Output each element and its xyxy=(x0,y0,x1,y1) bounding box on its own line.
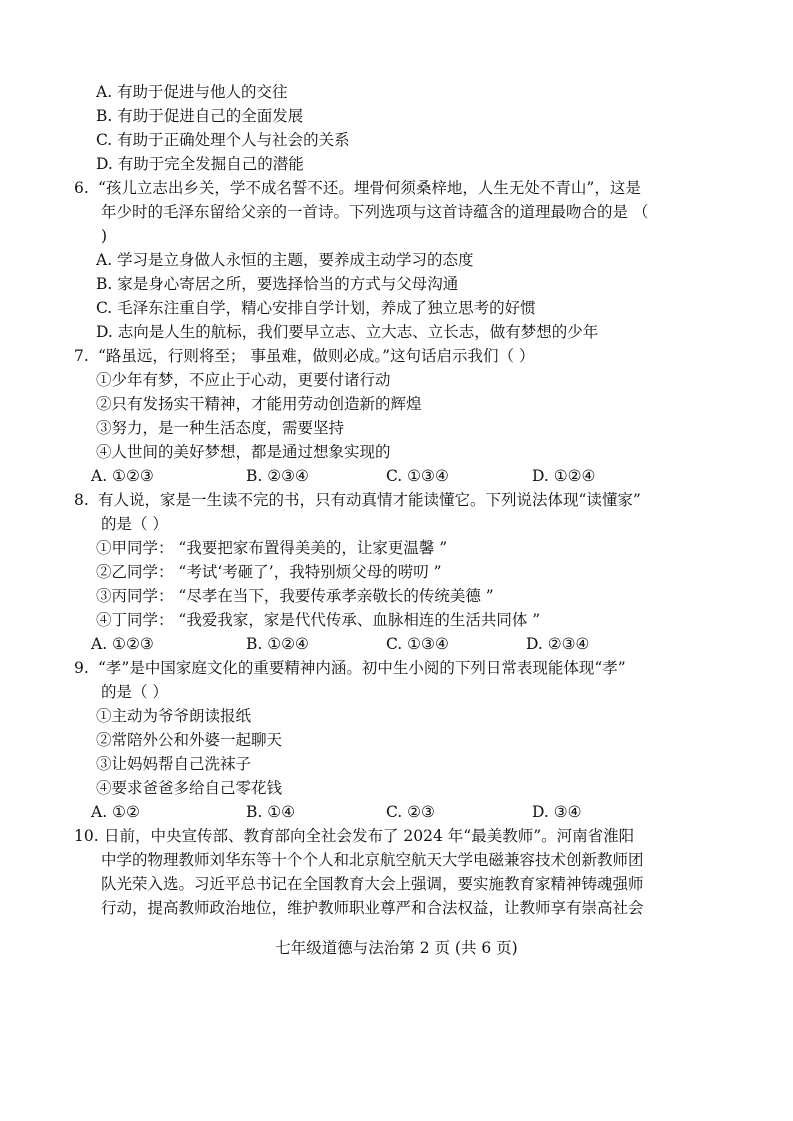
q6-stem-line-2: 年少时的毛泽东留给父亲的一首诗。下列选项与这首诗蕴含的道理最吻合的是 （ xyxy=(101,203,649,221)
q7-choice-d: D. ①②④ xyxy=(532,467,596,485)
q9-stem-line-2: 的是（ ） xyxy=(101,683,168,701)
q10-stem-line-3: 队光荣入选。习近平总书记在全国教育大会上强调，要实施教育家精神铸魂强师 xyxy=(101,875,644,893)
q10-stem-line-2: 中学的物理教师刘华东等十个个人和北京航空航天大学电磁兼容技术创新教师团 xyxy=(101,851,644,869)
q9-choice-b: B. ①④ xyxy=(246,803,296,821)
q10-stem-line-1: 日前，中央宣传部、教育部向全社会发布了 2024 年“最美教师”。河南省淮阳 xyxy=(104,827,635,845)
q6-number: 6. xyxy=(74,179,89,197)
q5-option-a: A. 有助于促进与他人的交往 xyxy=(96,83,288,101)
q7-choice-a: A. ①②③ xyxy=(91,467,154,485)
q7-statement-3: ③努力，是一种生活态度，需要坚持 xyxy=(96,419,345,437)
q9-statement-4: ④要求爸爸多给自己零花钱 xyxy=(96,779,283,797)
q7-statement-1: ①少年有梦，不应止于心动，更要付诸行动 xyxy=(96,371,391,389)
q8-choice-d: D. ②③④ xyxy=(526,635,590,653)
q6-option-a: A. 学习是立身做人永恒的主题，要养成主动学习的态度 xyxy=(96,251,474,269)
q9-choices xyxy=(0,800,793,824)
q6-stem-line-1: “孩儿立志出乡关，学不成名誓不还。埋骨何须桑梓地，人生无处不青山”，这是 xyxy=(98,179,641,197)
q9-number: 9. xyxy=(74,659,89,677)
q9-choice-a: A. ①② xyxy=(91,803,140,821)
q7-choice-c: C. ①③④ xyxy=(386,467,449,485)
q9-stem-line-1: “孝”是中国家庭文化的重要精神内涵。初中生小阅的下列日常表现能体现“孝” xyxy=(98,659,626,677)
q8-number: 8. xyxy=(74,491,89,509)
q7-stem: “路虽远，行则将至； 事虽难，做则必成。”这句话启示我们（ ） xyxy=(98,347,535,365)
q8-choice-b: B. ①②④ xyxy=(246,635,309,653)
q10-stem-line-4: 行动，提高教师政治地位，维护教师职业尊严和合法权益，让教师享有崇高社会 xyxy=(101,899,644,917)
q10-number: 10. xyxy=(74,827,99,845)
q8-statement-2: ②乙同学： “考试‘考砸了’，我特别烦父母的唠叨 ” xyxy=(96,563,442,581)
q6-stem-line-3: ) xyxy=(101,227,108,245)
page-footer: 七年级道德与法治第 2 页 (共 6 页) xyxy=(275,939,518,957)
q7-choice-b: B. ②③④ xyxy=(246,467,309,485)
q8-choices xyxy=(0,632,793,656)
q6-option-d: D. 志向是人生的航标，我们要早立志、立大志、立长志，做有梦想的少年 xyxy=(96,323,599,341)
q8-statement-4: ④丁同学： “我爱我家，家是代代传承、血脉相连的生活共同体 ” xyxy=(96,611,541,629)
q8-statement-1: ①甲同学： “我要把家布置得美美的，让家更温馨 ” xyxy=(96,539,448,557)
q5-option-c: C. 有助于正确处理个人与社会的关系 xyxy=(96,131,350,149)
q9-choice-d: D. ③④ xyxy=(532,803,582,821)
q6-option-b: B. 家是身心寄居之所，要选择恰当的方式与父母沟通 xyxy=(96,275,459,293)
q8-stem-line-2: 的是（ ） xyxy=(101,515,168,533)
q8-statement-3: ③丙同学： “尽孝在当下，我要传承孝亲敬长的传统美德 ” xyxy=(96,587,494,605)
q9-choice-c: C. ②③ xyxy=(386,803,435,821)
q5-option-d: D. 有助于完全发掘自己的潜能 xyxy=(96,155,304,173)
q9-statement-1: ①主动为爷爷朗读报纸 xyxy=(96,707,252,725)
q6-option-c: C. 毛泽东注重自学，精心安排自学计划，养成了独立思考的好惯 xyxy=(96,299,536,317)
q7-statement-4: ④人世间的美好梦想，都是通过想象实现的 xyxy=(96,443,391,461)
q9-statement-3: ③让妈妈帮自己洗袜子 xyxy=(96,755,252,773)
q8-stem-line-1: 有人说，家是一生读不完的书，只有动真情才能读懂它。下列说法体现“读懂家” xyxy=(98,491,641,509)
q9-statement-2: ②常陪外公和外婆一起聊天 xyxy=(96,731,283,749)
q8-choice-a: A. ①②③ xyxy=(91,635,154,653)
q7-number: 7. xyxy=(74,347,89,365)
q5-option-b: B. 有助于促进自己的全面发展 xyxy=(96,107,304,125)
q7-statement-2: ②只有发扬实干精神，才能用劳动创造新的辉煌 xyxy=(96,395,422,413)
q8-choice-c: C. ①③④ xyxy=(386,635,449,653)
q7-choices xyxy=(0,464,793,488)
